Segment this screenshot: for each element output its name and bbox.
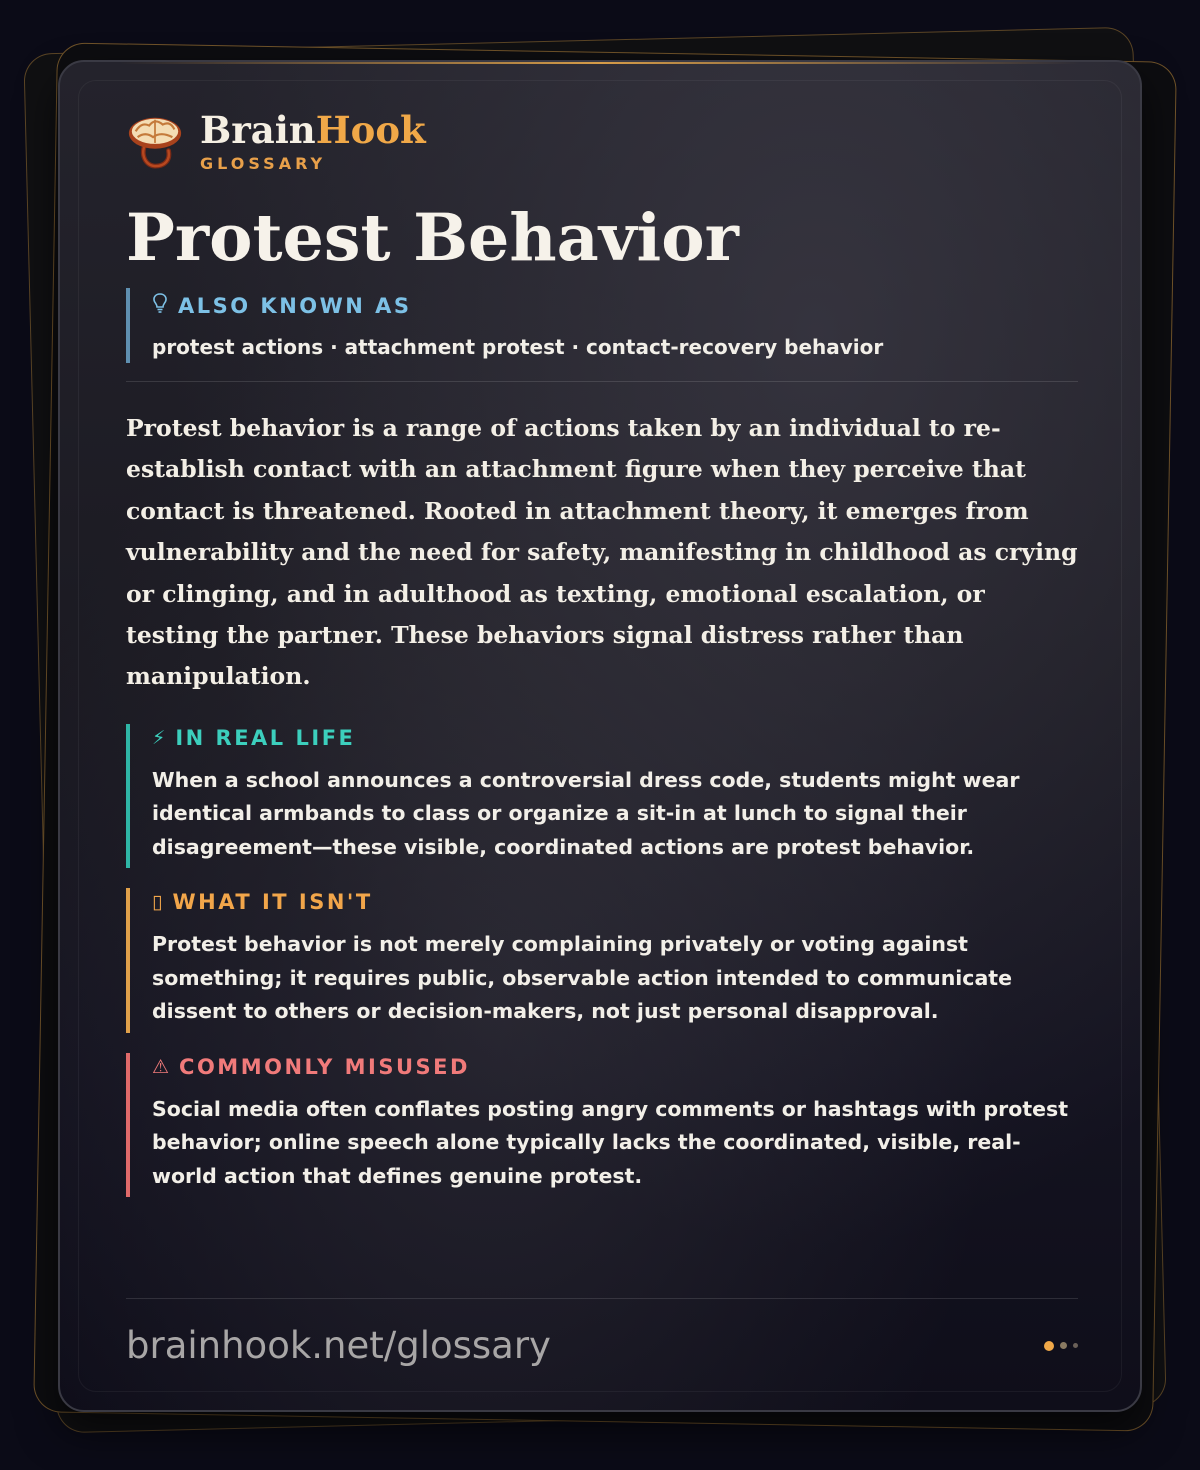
- brain-hook-icon: [126, 112, 184, 170]
- pagination-dot-active: [1044, 1341, 1054, 1351]
- also-known-as-heading: [152, 292, 1078, 319]
- what-it-isnt-body: Protest behavior is not merely complaining privately or voting against something; it requires public, observable action intended to communicate dissent to others or decision-makers, not just personal disapproval.: [152, 932, 1012, 1024]
- brand-subtitle: GLOSSARY: [200, 153, 327, 173]
- card-footer: [126, 1298, 1078, 1388]
- in-real-life-label: IN REAL LIFE: [175, 725, 356, 750]
- also-known-as-list: protest actions · attachment protest · contact-recovery behavior: [152, 335, 884, 359]
- lightning-icon: ⚡: [152, 726, 166, 749]
- card-content: [126, 106, 1078, 1197]
- section-in-real-life: [126, 724, 1078, 869]
- warning-icon: ⚠: [152, 1055, 170, 1078]
- brand-header: [126, 106, 1078, 176]
- divider: [126, 381, 1078, 382]
- term-title: Protest Behavior: [126, 200, 739, 276]
- in-real-life-body: When a school announces a controversial dress code, students might wear identical armbands to class or organize a sit-in at lunch to signal their disagreement—these visible, coordinated actions are protest behavior.: [152, 767, 1020, 859]
- section-commonly-misused: [126, 1053, 1078, 1198]
- brand-name-hook: Hook: [315, 107, 426, 152]
- commonly-misused-label: COMMONLY MISUSED: [179, 1054, 470, 1079]
- section-what-it-isnt: [126, 888, 1078, 1033]
- glossary-card: [58, 60, 1142, 1412]
- in-real-life-heading: [152, 726, 1078, 750]
- commonly-misused-body: Social media often conflates posting angry comments or hashtags with protest behavior; online speech alone typically lacks the coordinated, visible, real-world action that defines genuine protest.: [152, 1096, 1069, 1188]
- pagination-dots: [1044, 1341, 1078, 1351]
- also-known-as-label: ALSO KNOWN AS: [178, 293, 412, 318]
- brand-name-brain: Brain: [200, 107, 316, 152]
- brand-name: [200, 107, 426, 152]
- also-known-as-block: [126, 288, 1078, 363]
- pagination-dot: [1073, 1343, 1078, 1348]
- lightbulb-icon: [152, 292, 168, 319]
- pagination-dot: [1060, 1342, 1067, 1349]
- prohibited-icon: ▯: [152, 891, 163, 914]
- what-it-isnt-label: WHAT IT ISN'T: [172, 890, 373, 915]
- commonly-misused-heading: [152, 1055, 1078, 1079]
- footer-url[interactable]: brainhook.net/glossary: [126, 1324, 551, 1367]
- what-it-isnt-heading: [152, 890, 1078, 914]
- definition-text: Protest behavior is a range of actions taken by an individual to re-establish contact with an attachment figure when they perceive that contact is threatened. Rooted in attachment theory, it emerges from vulnerability and the need for safety, manifesting in childhood as crying or clinging, and in adulthood as texting, emotional escalation, or testing the partner. These behaviors signal distress rather than manipulation.: [126, 414, 1078, 691]
